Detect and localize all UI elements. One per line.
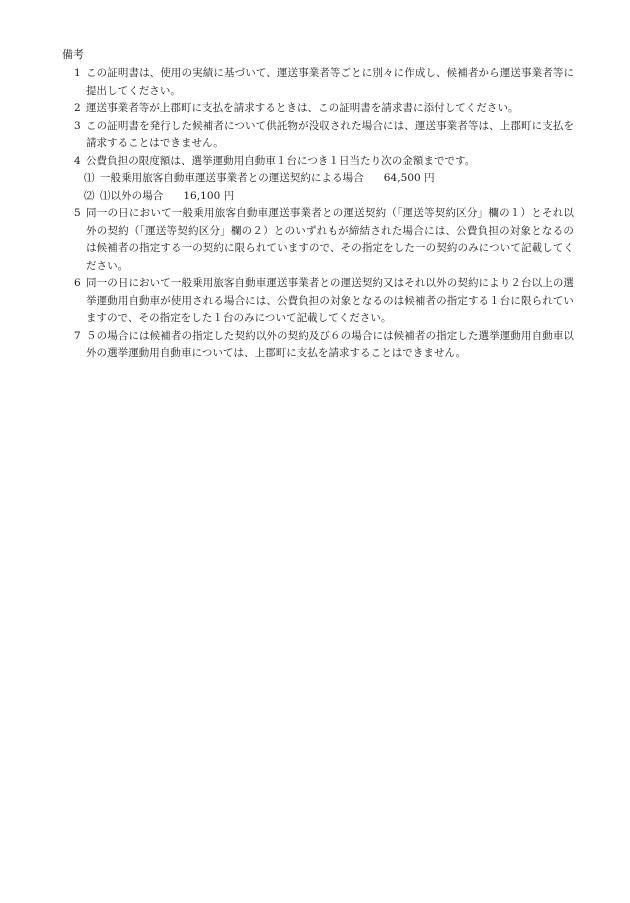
remark-text: 公費負担の限度額は、選挙運動用自動車１台につき１日当たり次の金額までです。 (86, 154, 476, 167)
remark-item-5 (62, 205, 574, 275)
remark-item-3 (62, 118, 574, 153)
subitem-text: 一般乗用旅客自動車運送事業者との運送契約による場合 (100, 172, 364, 184)
limit-subitem-1 (62, 170, 574, 188)
remark-item-7 (62, 328, 574, 363)
remark-item-4 (62, 153, 574, 171)
subitem-number: ⑵ (84, 189, 95, 202)
subitem-text: ⑴以外の場合 (100, 189, 164, 202)
remark-item-2 (62, 100, 574, 118)
subitem-number: ⑴ (84, 172, 95, 184)
remark-item-1 (62, 65, 574, 100)
limit-subitem-2 (62, 188, 574, 206)
remark-text: この証明書を発行した候補者について供託物が没収された場合には、運送事業者等は、上郡町に支払を請求することはできません。 (86, 119, 574, 149)
subitem-amount: 16,100 円 (183, 189, 235, 202)
remark-text: 運送事業者等が上郡町に支払を請求するときは、この証明書を請求書に添付してください。 (86, 102, 519, 114)
remark-number: 5 (74, 207, 81, 219)
remark-number: 4 (74, 154, 81, 167)
remark-number: 2 (74, 102, 81, 114)
subitem-amount: 64,500 円 (383, 172, 435, 184)
remark-text: 同一の日において一般乗用旅客自動車運送事業者との運送契約又はそれ以外の契約により２台以上の選挙運動用自動車が使用される場合には、公費負担の対象となるのは候補者の指定する１台に限られていますので、その指定をした１台のみについて記載してください。 (86, 277, 574, 324)
remark-text: 同一の日において一般乗用旅客自動車運送事業者との運送契約（「運送等契約区分」欄の１）とそれ以外の契約（「運送等契約区分」欄の２）とのいずれもが締結された場合には、公費負担の対象となるのは候補者の指定する一の契約に限られていますので、その指定をした一の契約のみについて記載してください。 (86, 207, 574, 272)
remarks-list (62, 65, 574, 363)
remark-number: 6 (74, 277, 81, 289)
remark-item-6 (62, 275, 574, 328)
remark-number: 1 (74, 67, 81, 79)
remark-number: 3 (74, 119, 81, 132)
remark-text: この証明書は、使用の実績に基づいて、運送事業者等ごとに別々に作成し、候補者から運送事業者等に提出してください。 (86, 67, 574, 97)
remark-number: 7 (74, 329, 81, 342)
remarks-heading: 備考 (62, 48, 84, 61)
remark-text: ５の場合には候補者の指定した契約以外の契約及び６の場合には候補者の指定した選挙運動用自動車以外の選挙運動用自動車については、上郡町に支払を請求することはできません。 (86, 329, 574, 359)
